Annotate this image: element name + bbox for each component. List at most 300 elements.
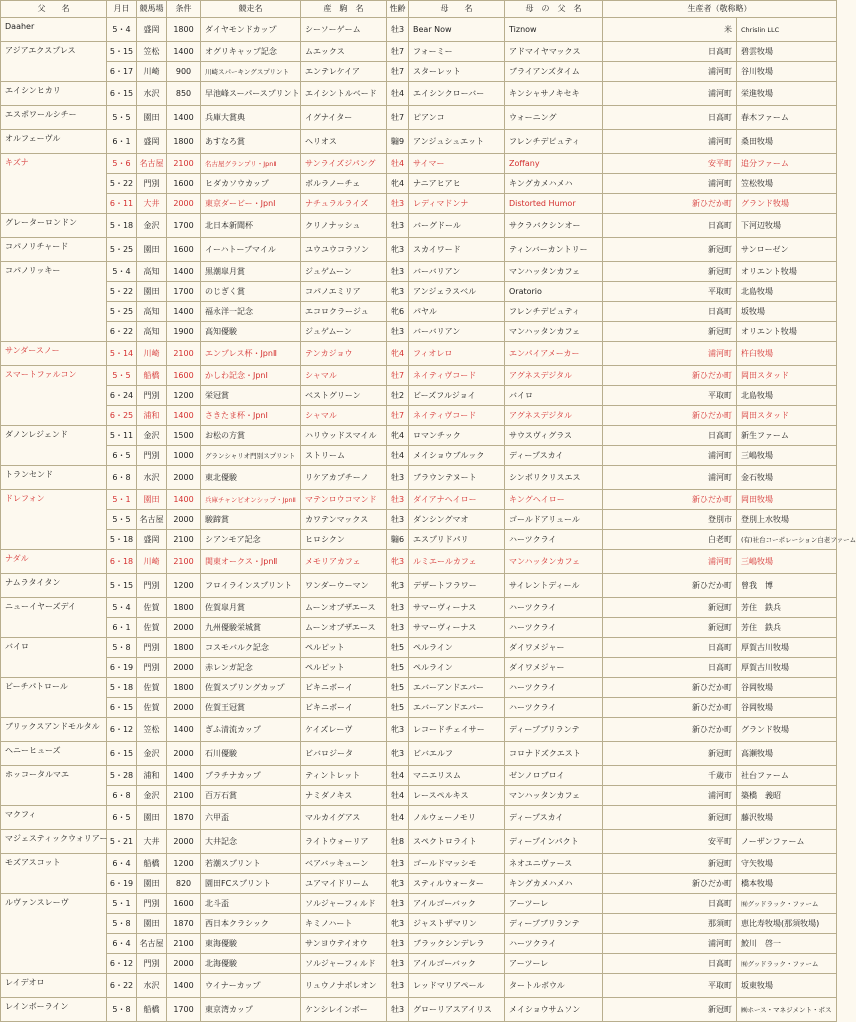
breeder-cell: 新生ファーム <box>737 426 837 446</box>
date-cell: 6・19 <box>107 874 137 894</box>
sex-age-cell: 牡3 <box>387 262 409 282</box>
table-row <box>1 914 837 934</box>
sex-age-cell: 牝3 <box>387 914 409 934</box>
date-cell: 6・15 <box>107 82 137 106</box>
track-cell: 盛岡 <box>137 18 167 42</box>
race-name-cell: 名古屋グランプリ・JpnⅡ <box>201 154 301 174</box>
horse-name-cell: ヘリオス <box>301 130 387 154</box>
region-cell: 日高町 <box>603 954 737 974</box>
region-cell: 新冠町 <box>603 806 737 830</box>
table-row <box>1 698 837 718</box>
breeder-cell: 碧雲牧場 <box>737 42 837 62</box>
region-cell: 日高町 <box>603 894 737 914</box>
dam-name-cell: レースペルキス <box>409 786 505 806</box>
sire-cell: バイロ <box>1 638 107 678</box>
damsire-name-cell: キングカメハメハ <box>505 174 603 194</box>
region-cell: 浦河町 <box>603 934 737 954</box>
sex-age-cell: 牝6 <box>387 302 409 322</box>
horse-name-cell: ケイズレーヴ <box>301 718 387 742</box>
breeder-cell: 厚賀古川牧場 <box>737 658 837 678</box>
distance-cell: 2100 <box>167 934 201 954</box>
dam-name-cell: ブラックシンデレラ <box>409 934 505 954</box>
race-name-cell: 東北優駿 <box>201 466 301 490</box>
sex-age-cell: 牡3 <box>387 618 409 638</box>
region-cell: 平取町 <box>603 282 737 302</box>
sire-cell: ルヴァンスレーヴ <box>1 894 107 974</box>
region-cell: 新ひだか町 <box>603 574 737 598</box>
breeder-cell: ㈲グッドラック・ファーム <box>737 894 837 914</box>
race-name-cell: コスモバルク記念 <box>201 638 301 658</box>
race-name-cell: 石川優駿 <box>201 742 301 766</box>
dam-name-cell: マニエリスム <box>409 766 505 786</box>
dam-name-cell: パヤル <box>409 302 505 322</box>
track-cell: 水沢 <box>137 82 167 106</box>
horse-name-cell: イグナイター <box>301 106 387 130</box>
sex-age-cell: 牡4 <box>387 766 409 786</box>
region-cell: 浦河町 <box>603 550 737 574</box>
race-name-cell: 川崎スパーキングスプリント <box>201 62 301 82</box>
region-cell: 新ひだか町 <box>603 698 737 718</box>
breeder-cell: 芳住 鉄兵 <box>737 618 837 638</box>
damsire-name-cell: ハーツクライ <box>505 934 603 954</box>
region-cell: 新冠町 <box>603 262 737 282</box>
race-name-cell: 佐賀スプリングカップ <box>201 678 301 698</box>
table-row <box>1 766 837 786</box>
sex-age-cell: 牡3 <box>387 894 409 914</box>
damsire-name-cell: フレンチデピュティ <box>505 130 603 154</box>
breeder-cell: グランド牧場 <box>737 194 837 214</box>
sire-cell: エイシンヒカリ <box>1 82 107 106</box>
table-row <box>1 282 837 302</box>
distance-cell: 2100 <box>167 530 201 550</box>
dam-name-cell: レディマドンナ <box>409 194 505 214</box>
breeder-cell: 厚賀古川牧場 <box>737 638 837 658</box>
breeder-cell: 谷川牧場 <box>737 62 837 82</box>
track-cell: 園田 <box>137 874 167 894</box>
sex-age-cell: 牡3 <box>387 854 409 874</box>
distance-cell: 820 <box>167 874 201 894</box>
region-cell: 新冠町 <box>603 618 737 638</box>
header-row <box>1 1 837 18</box>
track-cell: 金沢 <box>137 742 167 766</box>
date-cell: 5・18 <box>107 678 137 698</box>
breeder-cell: 岡田スタッド <box>737 366 837 386</box>
sire-cell: スマートファルコン <box>1 366 107 426</box>
dam-name-cell: ダンシングマオ <box>409 510 505 530</box>
table-row <box>1 598 837 618</box>
table-row <box>1 658 837 678</box>
distance-cell: 2000 <box>167 194 201 214</box>
horse-name-cell: ユウユウコラソン <box>301 238 387 262</box>
sire-cell: レインボーライン <box>1 998 107 1022</box>
header-1: 父 名 <box>1 1 107 18</box>
date-cell: 6・25 <box>107 406 137 426</box>
horse-name-cell: ケンシレインボー <box>301 998 387 1022</box>
race-name-cell: 東京湾カップ <box>201 998 301 1022</box>
distance-cell: 1200 <box>167 854 201 874</box>
breeder-cell: オリエント牧場 <box>737 322 837 342</box>
breeder-cell: (有)社台コーポレーション白老ファーム <box>737 530 837 550</box>
region-cell: 日高町 <box>603 42 737 62</box>
race-name-cell: 北海優駿 <box>201 954 301 974</box>
date-cell: 6・15 <box>107 698 137 718</box>
distance-cell: 900 <box>167 62 201 82</box>
region-cell: 安平町 <box>603 154 737 174</box>
distance-cell: 1200 <box>167 574 201 598</box>
date-cell: 5・22 <box>107 174 137 194</box>
sire-cell: コパノリチャード <box>1 238 107 262</box>
sex-age-cell: 牝4 <box>387 342 409 366</box>
breeder-cell: 谷岡牧場 <box>737 678 837 698</box>
table-row <box>1 386 837 406</box>
table-row <box>1 62 837 82</box>
dam-name-cell: エバーアンドエバー <box>409 698 505 718</box>
sire-cell: サンダースノー <box>1 342 107 366</box>
region-cell: 浦河町 <box>603 466 737 490</box>
damsire-name-cell: マンハッタンカフェ <box>505 786 603 806</box>
table-row <box>1 322 837 342</box>
race-name-cell: 赤レンガ記念 <box>201 658 301 678</box>
sex-age-cell: 牡3 <box>387 490 409 510</box>
breeder-cell: 社台ファーム <box>737 766 837 786</box>
dam-name-cell: フォーミー <box>409 42 505 62</box>
dam-name-cell: ネイティヴコード <box>409 366 505 386</box>
damsire-name-cell: エンパイアメーカー <box>505 342 603 366</box>
horse-name-cell: ビバロジータ <box>301 742 387 766</box>
dam-name-cell: ルミエールカフェ <box>409 550 505 574</box>
breeder-cell: 鮫川 啓一 <box>737 934 837 954</box>
race-name-cell: 園田FCスプリント <box>201 874 301 894</box>
horse-name-cell: ソルジャーフィルド <box>301 954 387 974</box>
region-cell: 日高町 <box>603 106 737 130</box>
horse-name-cell: コパノエミリア <box>301 282 387 302</box>
table-row <box>1 678 837 698</box>
distance-cell: 2000 <box>167 658 201 678</box>
track-cell: 船橋 <box>137 366 167 386</box>
damsire-name-cell: ゴールドアリュール <box>505 510 603 530</box>
table-row <box>1 106 837 130</box>
dam-name-cell: ペルライン <box>409 658 505 678</box>
sex-age-cell: 牡4 <box>387 82 409 106</box>
track-cell: 水沢 <box>137 974 167 998</box>
sex-age-cell: 牡5 <box>387 678 409 698</box>
damsire-name-cell: キングヘイロー <box>505 490 603 510</box>
horse-name-cell: ソルジャーフィルド <box>301 894 387 914</box>
damsire-name-cell: マンハッタンカフェ <box>505 322 603 342</box>
table-row <box>1 742 837 766</box>
horse-name-cell: ムエックス <box>301 42 387 62</box>
date-cell: 5・25 <box>107 238 137 262</box>
date-cell: 5・8 <box>107 638 137 658</box>
damsire-name-cell: アグネスデジタル <box>505 366 603 386</box>
race-name-cell: シアンモア記念 <box>201 530 301 550</box>
sex-age-cell: 牡7 <box>387 366 409 386</box>
sex-age-cell: 牝4 <box>387 174 409 194</box>
damsire-name-cell: Zoffany <box>505 154 603 174</box>
distance-cell: 1800 <box>167 678 201 698</box>
dam-name-cell: Bear Now <box>409 18 505 42</box>
horse-name-cell: エコロクラージュ <box>301 302 387 322</box>
region-cell: 新冠町 <box>603 322 737 342</box>
breeder-cell: 高瀬牧場 <box>737 742 837 766</box>
date-cell: 5・6 <box>107 154 137 174</box>
race-name-cell: 北斗盃 <box>201 894 301 914</box>
sex-age-cell: 牝4 <box>387 426 409 446</box>
breeder-cell: 守矢牧場 <box>737 854 837 874</box>
race-name-cell: オグリキャップ記念 <box>201 42 301 62</box>
dam-name-cell: エスプリドパリ <box>409 530 505 550</box>
race-name-cell: かしわ記念・JpnⅠ <box>201 366 301 386</box>
breeder-cell: 杵臼牧場 <box>737 342 837 366</box>
breeder-cell: 登別上水牧場 <box>737 510 837 530</box>
distance-cell: 1600 <box>167 366 201 386</box>
date-cell: 5・4 <box>107 18 137 42</box>
distance-cell: 1600 <box>167 894 201 914</box>
date-cell: 5・1 <box>107 894 137 914</box>
horse-name-cell: ビキニボーイ <box>301 678 387 698</box>
table-row <box>1 998 837 1022</box>
damsire-name-cell: ディープブリランテ <box>505 914 603 934</box>
damsire-name-cell: サウスヴィグラス <box>505 426 603 446</box>
table-body <box>1 18 856 1022</box>
track-cell: 船橋 <box>137 998 167 1022</box>
distance-cell: 1400 <box>167 766 201 786</box>
race-name-cell: 北日本新聞杯 <box>201 214 301 238</box>
sire-cell: ドレフォン <box>1 490 107 550</box>
region-cell: 新冠町 <box>603 238 737 262</box>
sex-age-cell: 牡5 <box>387 698 409 718</box>
breeder-cell: オリエント牧場 <box>737 262 837 282</box>
breeder-cell: ㈱ホース・マネジメント・ボス <box>737 998 837 1022</box>
sire-cell: オルフェーヴル <box>1 130 107 154</box>
table-row <box>1 130 837 154</box>
sex-age-cell: 牝3 <box>387 718 409 742</box>
dam-name-cell: レッドマリアペール <box>409 974 505 998</box>
breeder-cell: グランド牧場 <box>737 718 837 742</box>
table-row <box>1 406 837 426</box>
distance-cell: 1800 <box>167 18 201 42</box>
sire-cell: モズアスコット <box>1 854 107 894</box>
date-cell: 6・4 <box>107 934 137 954</box>
track-cell: 名古屋 <box>137 934 167 954</box>
damsire-name-cell: ハーツクライ <box>505 598 603 618</box>
sex-age-cell: 牡3 <box>387 18 409 42</box>
dam-name-cell: サイマー <box>409 154 505 174</box>
table-row <box>1 806 837 830</box>
date-cell: 6・8 <box>107 786 137 806</box>
breeder-cell: 三嶋牧場 <box>737 550 837 574</box>
track-cell: 名古屋 <box>137 154 167 174</box>
horse-name-cell: ムーンオブザエース <box>301 618 387 638</box>
header-5: 競走名 <box>201 1 301 18</box>
race-name-cell: 百万石賞 <box>201 786 301 806</box>
table-row <box>1 510 837 530</box>
dam-name-cell: アンジュシュエット <box>409 130 505 154</box>
damsire-name-cell: ハーツクライ <box>505 618 603 638</box>
date-cell: 6・12 <box>107 954 137 974</box>
horse-name-cell: ペルピット <box>301 658 387 678</box>
distance-cell: 2100 <box>167 786 201 806</box>
table-row <box>1 874 837 894</box>
breeder-cell: 三嶋牧場 <box>737 446 837 466</box>
distance-cell: 1800 <box>167 638 201 658</box>
breeder-cell: 笠松牧場 <box>737 174 837 194</box>
distance-cell: 1900 <box>167 322 201 342</box>
distance-cell: 2000 <box>167 466 201 490</box>
region-cell: 平取町 <box>603 974 737 998</box>
damsire-name-cell: アーツーレ <box>505 894 603 914</box>
date-cell: 5・28 <box>107 766 137 786</box>
damsire-name-cell: マンハッタンカフェ <box>505 262 603 282</box>
race-name-cell: 佐賀王冠賞 <box>201 698 301 718</box>
track-cell: 金沢 <box>137 786 167 806</box>
track-cell: 盛岡 <box>137 530 167 550</box>
date-cell: 6・22 <box>107 322 137 342</box>
damsire-name-cell: アドマイヤマックス <box>505 42 603 62</box>
track-cell: 高知 <box>137 302 167 322</box>
breeder-cell: 岡田スタッド <box>737 406 837 426</box>
distance-cell: 1000 <box>167 446 201 466</box>
table-row <box>1 82 837 106</box>
breeder-cell: 曾我 博 <box>737 574 837 598</box>
breeder-cell: 藤沢牧場 <box>737 806 837 830</box>
table-row <box>1 718 837 742</box>
track-cell: 佐賀 <box>137 618 167 638</box>
sire-cell: トランセンド <box>1 466 107 490</box>
sire-cell: エスポワールシチー <box>1 106 107 130</box>
region-cell: 新ひだか町 <box>603 366 737 386</box>
sex-age-cell: 牡3 <box>387 194 409 214</box>
track-cell: 川崎 <box>137 342 167 366</box>
dam-name-cell: フィオレロ <box>409 342 505 366</box>
sex-age-cell: 牡4 <box>387 806 409 830</box>
race-name-cell: 早池峰スーパースプリント <box>201 82 301 106</box>
horse-name-cell: ジュゲムーン <box>301 262 387 282</box>
race-name-cell: あすなろ賞 <box>201 130 301 154</box>
distance-cell: 2100 <box>167 550 201 574</box>
table-row <box>1 934 837 954</box>
dam-name-cell: バーバリアン <box>409 262 505 282</box>
race-name-cell: ウイナーカップ <box>201 974 301 998</box>
date-cell: 5・21 <box>107 830 137 854</box>
sire-cell: キズナ <box>1 154 107 214</box>
dam-name-cell: スペクトロライト <box>409 830 505 854</box>
sex-age-cell: 牡3 <box>387 214 409 238</box>
region-cell: 新ひだか町 <box>603 678 737 698</box>
damsire-name-cell: サイレントディール <box>505 574 603 598</box>
dam-name-cell: ネイティヴコード <box>409 406 505 426</box>
region-cell: 平取町 <box>603 386 737 406</box>
date-cell: 6・1 <box>107 130 137 154</box>
date-cell: 5・22 <box>107 282 137 302</box>
breeder-cell: 金石牧場 <box>737 466 837 490</box>
race-name-cell: 福永洋一記念 <box>201 302 301 322</box>
region-cell: 新ひだか町 <box>603 490 737 510</box>
date-cell: 5・5 <box>107 366 137 386</box>
date-cell: 5・15 <box>107 574 137 598</box>
table-row <box>1 466 837 490</box>
damsire-name-cell: メイショウサムソン <box>505 998 603 1022</box>
header-4: 条件 <box>167 1 201 18</box>
sex-age-cell: 牡7 <box>387 106 409 130</box>
damsire-name-cell: Oratorio <box>505 282 603 302</box>
breeder-cell: サンローゼン <box>737 238 837 262</box>
horse-name-cell: エンテレケイア <box>301 62 387 82</box>
race-name-cell: 東海優駿 <box>201 934 301 954</box>
distance-cell: 1600 <box>167 174 201 194</box>
region-cell: 浦河町 <box>603 62 737 82</box>
dam-name-cell: ゴールドマッシモ <box>409 854 505 874</box>
date-cell: 5・5 <box>107 510 137 530</box>
sire-cell: ホッコータルマエ <box>1 766 107 806</box>
damsire-name-cell: シンボリクリスエス <box>505 466 603 490</box>
distance-cell: 1200 <box>167 386 201 406</box>
race-name-cell: イーハトーブマイル <box>201 238 301 262</box>
track-cell: 佐賀 <box>137 678 167 698</box>
damsire-name-cell: ディープブリランテ <box>505 718 603 742</box>
horse-name-cell: ワンダーウーマン <box>301 574 387 598</box>
date-cell: 5・4 <box>107 262 137 282</box>
region-cell: 浦河町 <box>603 82 737 106</box>
region-cell: 新冠町 <box>603 854 737 874</box>
sire-cell: マジェスティックウォリアー <box>1 830 107 854</box>
header-2: 月日 <box>107 1 137 18</box>
table-row <box>1 302 837 322</box>
header-8: 母 名 <box>409 1 505 18</box>
track-cell: 名古屋 <box>137 510 167 530</box>
dam-name-cell: スカイワード <box>409 238 505 262</box>
race-name-cell: 黒潮皐月賞 <box>201 262 301 282</box>
table-row <box>1 342 837 366</box>
track-cell: 園田 <box>137 806 167 830</box>
region-cell: 日高町 <box>603 214 737 238</box>
race-name-cell: ダイヤモンドカップ <box>201 18 301 42</box>
date-cell: 6・12 <box>107 718 137 742</box>
dam-name-cell: アイルゴーバック <box>409 894 505 914</box>
date-cell: 6・22 <box>107 974 137 998</box>
sire-cell: アジアエクスプレス <box>1 42 107 82</box>
dam-name-cell: バーバリアン <box>409 322 505 342</box>
damsire-name-cell: キングカメハメハ <box>505 874 603 894</box>
track-cell: 金沢 <box>137 214 167 238</box>
dam-name-cell: ビーズフルジョイ <box>409 386 505 406</box>
sire-cell: Daaher <box>1 18 107 42</box>
region-cell: 新ひだか町 <box>603 194 737 214</box>
horse-name-cell: ムーンオブザエース <box>301 598 387 618</box>
track-cell: 門別 <box>137 174 167 194</box>
damsire-name-cell: アグネスデジタル <box>505 406 603 426</box>
breeder-cell: 橋本牧場 <box>737 874 837 894</box>
race-name-cell: グランシャリオ門別スプリント <box>201 446 301 466</box>
horse-name-cell: リュウノナポレオン <box>301 974 387 998</box>
region-cell: 安平町 <box>603 830 737 854</box>
header-9: 母 の 父 名 <box>505 1 603 18</box>
region-cell: 新ひだか町 <box>603 406 737 426</box>
breeder-cell: 北島牧場 <box>737 386 837 406</box>
header-7: 性齢 <box>387 1 409 18</box>
horse-name-cell: キミノハート <box>301 914 387 934</box>
distance-cell: 1800 <box>167 598 201 618</box>
track-cell: 大井 <box>137 194 167 214</box>
damsire-name-cell: タートルボウル <box>505 974 603 998</box>
date-cell: 6・8 <box>107 466 137 490</box>
distance-cell: 2000 <box>167 830 201 854</box>
horse-name-cell: ハリウッドスマイル <box>301 426 387 446</box>
horse-name-cell: ベストグリーン <box>301 386 387 406</box>
horse-name-cell: カワテンマックス <box>301 510 387 530</box>
breeder-cell: 坂牧場 <box>737 302 837 322</box>
damsire-name-cell: ハーツクライ <box>505 698 603 718</box>
